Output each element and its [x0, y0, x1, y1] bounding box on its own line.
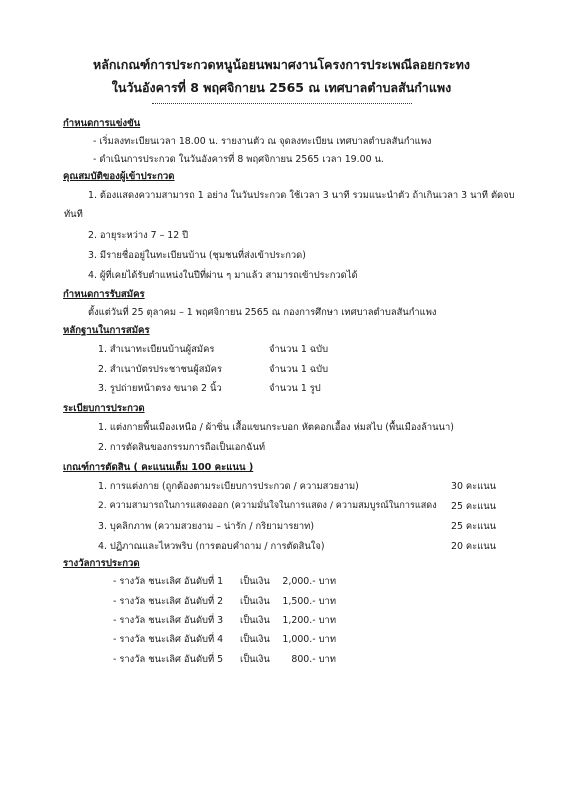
prize-row-label: - รางวัล ชนะเลิศ อันดับที่ 5 — [113, 654, 224, 665]
prize-row-amount: 1,500.- บาท — [282, 596, 336, 607]
document-row-quantity: จำนวน 1 ฉบับ — [269, 344, 329, 355]
qualification-item-4: 4. ผู้ที่เคยได้รับตำแหน่งในปีที่ผ่าน ๆ มาแล้ว สามารถเข้าประกวดได้ — [88, 270, 358, 281]
section-heading-judging-criteria: เกณฑ์การตัดสิน ( คะแนนเต็ม 100 คะแนน ) — [63, 462, 254, 473]
qualification-item-1-cont: ทันที — [64, 209, 83, 220]
prize-row-label: - รางวัล ชนะเลิศ อันดับที่ 4 — [113, 634, 224, 645]
prize-row-money-label: เป็นเงิน — [240, 634, 270, 645]
section-heading-qualifications: คุณสมบัติของผู้เข้าประกวด — [63, 171, 175, 182]
document-title-line-2: ในวันอังคารที่ 8 พฤศจิกายน 2565 ณ เทศบาลตำบลสันกำแพง — [111, 80, 452, 95]
title-dotted-separator — [152, 103, 412, 104]
prize-row-money-label: เป็นเงิน — [240, 576, 270, 587]
criteria-row-score: 25 คะแนน — [451, 501, 497, 512]
schedule-item: - เริ่มลงทะเบียนเวลา 18.00 น. รายงานตัว ณ จุดลงทะเบียน เทศบาลตำบลสันกำแพง — [93, 136, 432, 147]
criteria-row-label: 4. ปฏิภาณและไหวพริบ (การตอบคำถาม / การตัดสินใจ) — [98, 541, 325, 552]
prize-row-money-label: เป็นเงิน — [240, 615, 270, 626]
document-row-label: 3. รูปถ่ายหน้าตรง ขนาด 2 นิ้ว — [98, 383, 222, 394]
prize-row-amount: 1,000.- บาท — [282, 634, 336, 645]
section-heading-schedule: กำหนดการแข่งขัน — [63, 118, 141, 129]
section-heading-documents: หลักฐานในการสมัคร — [63, 325, 150, 336]
section-heading-prizes: รางวัลการประกวด — [63, 558, 140, 569]
document-row-quantity: จำนวน 1 รูป — [269, 383, 321, 394]
qualification-item-3: 3. มีรายชื่ออยู่ในทะเบียนบ้าน (ชุมชนที่ส่งเข้าประกวด) — [88, 250, 306, 261]
criteria-row-score: 30 คะแนน — [451, 481, 497, 492]
schedule-item: - ดำเนินการประกวด ในวันอังคารที่ 8 พฤศจิกายน 2565 เวลา 19.00 น. — [93, 154, 384, 165]
section-heading-contest-rules: ระเบียบการประกวด — [63, 403, 145, 414]
section-heading-registration: กำหนดการรับสมัคร — [63, 289, 145, 300]
document-title-line-1: หลักเกณฑ์การประกวดหนูน้อยนพมาศงานโครงการประเพณีลอยกระทง — [93, 57, 470, 72]
prize-row-amount: 2,000.- บาท — [282, 576, 336, 587]
prize-row-amount: 1,200.- บาท — [282, 615, 336, 626]
contest-rule-item: 2. การตัดสินของกรรมการถือเป็นเอกฉันท์ — [98, 442, 266, 453]
prize-row-money-label: เป็นเงิน — [240, 654, 270, 665]
qualification-item-2: 2. อายุระหว่าง 7 – 12 ปี — [88, 230, 189, 241]
registration-period-text: ตั้งแต่วันที่ 25 ตุลาคม – 1 พฤศจิกายน 2565 ณ กองการศึกษา เทศบาลตำบลสันกำแพง — [88, 307, 437, 318]
prize-row-amount: 800.- บาท — [291, 654, 336, 665]
prize-row-label: - รางวัล ชนะเลิศ อันดับที่ 1 — [113, 576, 224, 587]
document-row-label: 1. สำเนาทะเบียนบ้านผู้สมัคร — [98, 344, 215, 355]
criteria-row-label: 3. บุคลิกภาพ (ความสวยงาม – น่ารัก / กริยามารยาท) — [98, 521, 315, 532]
document-row-label: 2. สำเนาบัตรประชาชนผู้สมัคร — [98, 364, 222, 375]
criteria-row-score: 20 คะแนน — [451, 541, 497, 552]
criteria-row-score: 25 คะแนน — [451, 521, 497, 532]
contest-rule-item: 1. แต่งกายพื้นเมืองเหนือ / ผ้าซิ่น เสื้อแขนกระบอก หัตคอกเอื้อง ห่มสไบ (พื้นเมืองล้านนา) — [98, 422, 454, 433]
prize-row-label: - รางวัล ชนะเลิศ อันดับที่ 2 — [113, 596, 224, 607]
prize-row-label: - รางวัล ชนะเลิศ อันดับที่ 3 — [113, 615, 224, 626]
qualification-item-1: 1. ต้องแสดงความสามารถ 1 อย่าง ในวันประกวด ใช้เวลา 3 นาที รวมแนะนำตัว ถ้าเกินเวลา 3 นาที ตัดจบ — [88, 190, 515, 201]
document-row-quantity: จำนวน 1 ฉบับ — [269, 364, 329, 375]
prize-row-money-label: เป็นเงิน — [240, 596, 270, 607]
criteria-row-label: 1. การแต่งกาย (ถูกต้องตามระเบียบการประกวด / ความสวยงาม) — [98, 481, 359, 492]
criteria-row-label: 2. ความสามารถในการแสดงออก (ความมั่นใจในการแสดง / ความสมบูรณ์ในการแสดง — [98, 501, 437, 511]
